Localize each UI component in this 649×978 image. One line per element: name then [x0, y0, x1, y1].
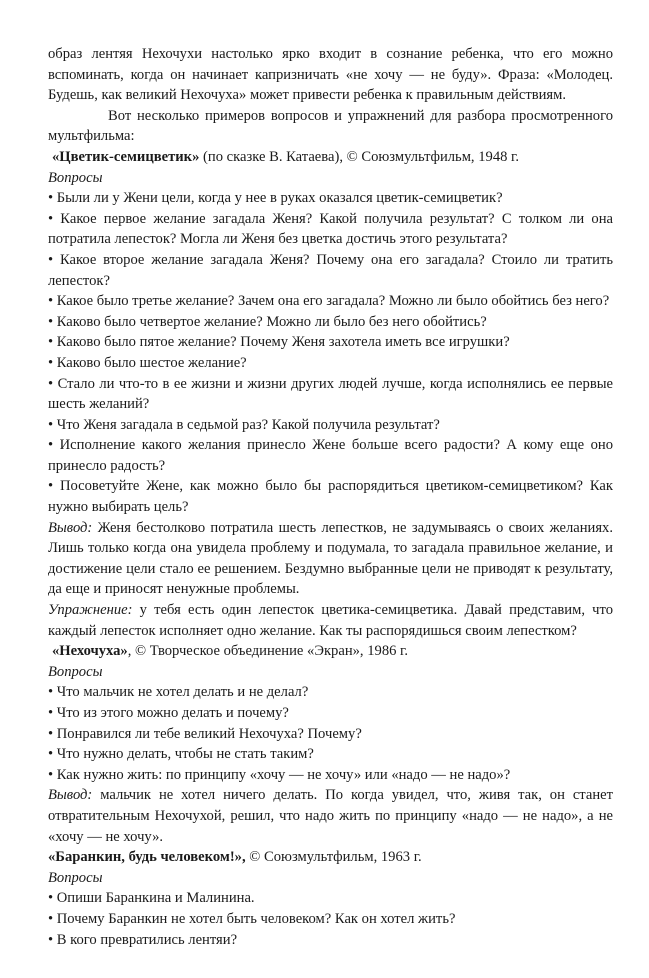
section-title-barankin — [48, 847, 613, 868]
conclusion-label: Вывод: — [48, 519, 93, 536]
question-list — [48, 188, 613, 518]
question-item: • Стало ли что-то в ее жизни и жизни других людей лучше, когда исполнялись ее первые шесть желаний? — [48, 375, 613, 413]
question-item: • Какое второе желание загадала Женя? Почему она его загадала? Стоило ли тратить лепесток? — [48, 251, 613, 289]
question-item: • В кого превратились лентяи? — [48, 931, 238, 948]
conclusion-paragraph — [48, 785, 613, 847]
question-item: • Как нужно жить: по принципу «хочу — не хочу» или «надо — не надо»? — [48, 766, 511, 783]
questions-heading: Вопросы — [48, 663, 103, 680]
conclusion-text: мальчик не хотел ничего делать. По когда увидел, что, живя так, он станет отвратительным Нехочухой, решил, что надо жить по принципу «надо — не надо», а не «хочу — не хочу». — [48, 787, 613, 845]
question-item: • Почему Баранкин не хотел быть человеком? Как он хотел жить? — [48, 910, 456, 927]
section-title-rest: © Союзмультфильм, 1963 г. — [245, 849, 422, 866]
intro-paragraph-examples: Вот несколько примеров вопросов и упражнений для разбора просмотренного мультфильма: — [48, 107, 613, 145]
question-item: • Каково было пятое желание? Почему Женя захотела иметь все игрушки? — [48, 334, 510, 351]
question-item: • Исполнение какого желания принесло Жене больше всего радости? А кому еще оно принесло радость? — [48, 437, 613, 474]
section-title-bold: «Нехочуха» — [52, 643, 128, 660]
conclusion-paragraph — [48, 518, 613, 600]
section-title-bold: «Цветик-семицветик» — [52, 148, 200, 165]
conclusion-label: Вывод: — [48, 787, 93, 804]
section-title-bold: «Баранкин, будь человеком!», — [48, 849, 246, 866]
questions-heading: Вопросы — [48, 169, 103, 186]
exercise-paragraph — [48, 600, 613, 641]
section-title-tsvetik — [48, 147, 613, 168]
question-item: • Опиши Баранкина и Малинина. — [48, 890, 255, 907]
section-title-nehochukha — [48, 641, 613, 662]
question-item: • Посоветуйте Жене, как можно было бы распорядиться цветиком-семицветиком? Как нужно выбирать цель? — [48, 478, 613, 516]
question-item: • Что мальчик не хотел делать и не делал? — [48, 684, 309, 701]
question-item: • Что нужно делать, чтобы не стать таким? — [48, 746, 314, 763]
intro-paragraph: образ лентяя Нехочухи настолько ярко входит в сознание ребенка, что его можно вспоминать, когда он начинает капризничать «не хочу — не буду». Фраза: «Молодец. Будешь, как великий Нехочуха» может привести ребенка к правильным действиям. — [48, 46, 613, 104]
section-title-rest: , © Творческое объединение «Экран», 1986 г. — [127, 643, 409, 660]
exercise-text: у тебя есть один лепесток цветика-семицветика. Давай представим, что каждый лепесток исполняет одно желание. Как ты распорядишься своим лепестком? — [48, 602, 613, 639]
conclusion-text: Женя бестолково потратила шесть лепестков, не задумываясь о своих желаниях. Лишь только когда она увидела проблему и подумала, то загадала правильное желание, и достижение цели стало ее решением. Бездумно выбранные цели не приводят к результату, да еще и приносят ненужные проблемы. — [48, 519, 613, 598]
question-item: • Какое первое желание загадала Женя? Какой получила результат? С толком ли она потратила лепесток? Могла ли Женя без цветка достичь этого результата? — [48, 210, 613, 248]
question-item: • Каково было четвертое желание? Можно ли было без него обойтись? — [48, 313, 487, 330]
question-item: • Что Женя загадала в седьмой раз? Какой получила результат? — [48, 416, 440, 433]
question-item: • Каково было шестое желание? — [48, 354, 247, 371]
questions-heading: Вопросы — [48, 869, 103, 886]
exercise-label: Упражнение: — [48, 602, 133, 619]
question-list — [48, 682, 613, 785]
question-item: • Что из этого можно делать и почему? — [48, 705, 289, 721]
question-list — [48, 888, 613, 950]
question-item: • Были ли у Жени цели, когда у нее в руках оказался цветик-семицветик? — [48, 190, 503, 207]
question-item: • Понравился ли тебе великий Нехочуха? Почему? — [48, 725, 362, 742]
question-item: • Какое было третье желание? Зачем она его загадала? Можно ли было обойтись без него? — [48, 293, 610, 310]
section-title-rest: (по сказке В. Катаева), © Союзмультфильм, 1948 г. — [199, 148, 520, 165]
